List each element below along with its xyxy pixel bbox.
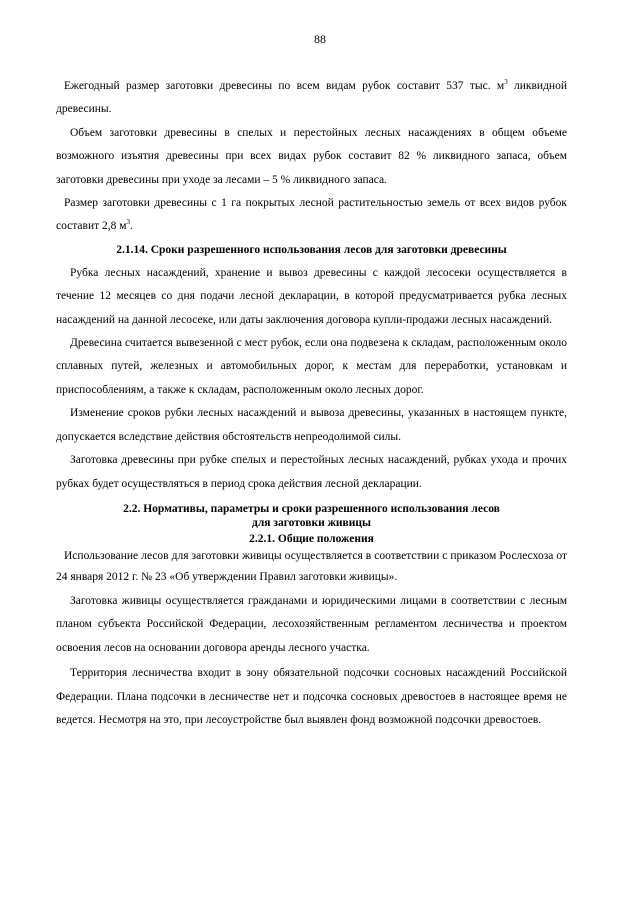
section-title-2-2-line2: для заготовки живицы [252, 516, 371, 529]
superscript: 3 [504, 78, 508, 86]
paragraph-resin-harvesters: Заготовка живицы осуществляется гражданами и юридическими лицами в соответствии с лесным планом субъекта Российской Федерации, лесохозяйственным регламентом лесничества и проектом освоения лесов на основании договора аренды лесного участка. [56, 594, 567, 654]
page-number: 88 [314, 32, 326, 46]
paragraph-resin-order: Использование лесов для заготовки живицы осуществляется в соответствии с приказом Рослесхоза от 24 января 2012 г. № 23 «Об утверждении Правил заготовки живицы». [56, 549, 567, 583]
paragraph-felling-terms: Рубка лесных насаждений, хранение и вывоз древесины с каждой лесосеки осуществляется в течение 12 месяцев со дня подачи лесной декларации, в которой предусматривается рубка лесных насаждений на данной лесосеке, или даты заключения договора купли-продажи лесных насаждений. [56, 266, 567, 326]
paragraph-tapping-zone: Территория лесничества входит в зону обязательной подсочки сосновых насаждений Российской Федерации. Плана подсочки в лесничестве нет и подсочка сосновых древостоев в настоящее время не ведется. Несмотря на это, при лесоустройстве был выявлен фонд возможной подсочки древостоев. [56, 667, 567, 726]
section-title-2-2-1: 2.2.1. Общие положения [249, 532, 374, 545]
section-title-2-2-line1: 2.2. Нормативы, параметры и сроки разрешенного использования лесов [123, 502, 500, 515]
paragraph-term-changes: Изменение сроков рубки лесных насаждений и вывоза древесины, указанных в настоящем пункте, допускается вследствие действия обстоятельств непреодолимой силы. [56, 407, 567, 443]
paragraph-harvest-per-ha: Размер заготовки древесины с 1 га покрытых лесной растительностью земель от всех видов рубок составит 2,8 $м^3$. [56, 197, 567, 233]
paragraph-wood-removed: Древесина считается вывезенной с мест рубок, если она подвезена к складам, расположенным около сплавных путей, железных и автомобильных дорог, к местам для переработки, установкам и приспособлениям, а также к складам, расположенным около лесных дорог. [56, 337, 567, 396]
superscript: 3 [126, 218, 131, 227]
page-content [56, 75, 567, 732]
paragraph-annual-harvest: Ежегодный размер заготовки древесины по всем видам рубок составит 537 тыс. $м^3$ ликвидной древесины. [56, 78, 567, 116]
paragraph-harvest-share: Объем заготовки древесины в спелых и перестойных лесных насаждениях в общем объеме возможного изъятия древесины при всех видах рубок составит 82 % ликвидного запаса, объем заготовки древесины при уходе за лесами – 5 % ликвидного запаса. [56, 126, 567, 186]
paragraph-harvest-period: Заготовка древесины при рубке спелых и перестойных лесных насаждений, рубках ухода и прочих рубках будет осуществляться в период срока действия лесной декларации. [56, 454, 567, 490]
section-title-2-1-14: 2.1.14. Сроки разрешенного использования лесов для заготовки древесины [116, 243, 507, 256]
